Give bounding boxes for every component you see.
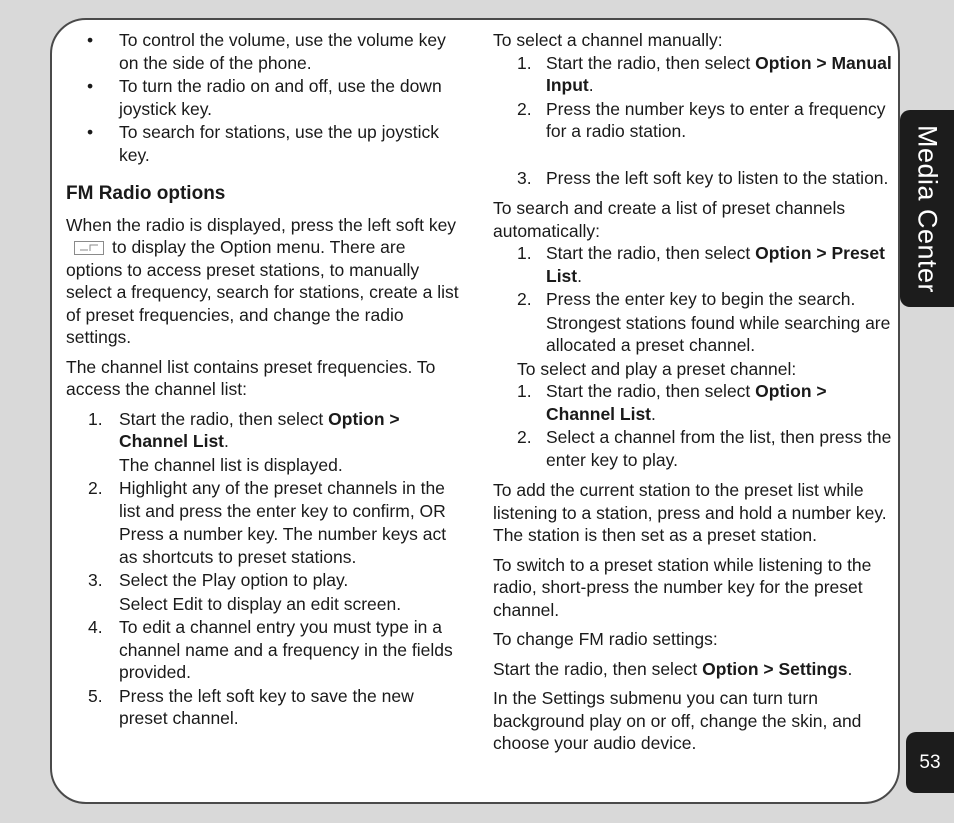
intro-paragraph: When the radio is displayed, press the left soft keyto display the Option menu. There are options to access preset stations, to manually select a frequency, search for stations, create a list of preset frequencies, and change the radio settings. (66, 214, 459, 347)
play-steps (493, 380, 893, 471)
search-steps (493, 242, 893, 357)
search-intro: To search and create a list of preset channels automatically: (493, 198, 846, 241)
list-item: 1. Start the radio, then select Option > Channel List. The channel list is displayed. (88, 408, 400, 475)
list-item: 2. Press the number keys to enter a frequency for a radio station. (517, 98, 886, 141)
list-item: 2. Highlight any of the preset channels in the list and press the enter key to confirm, OR Press a number key. The number keys act as shortcuts to preset stations. (88, 478, 447, 567)
left-soft-key-icon (74, 241, 104, 255)
list-item: • To control the volume, use the volume key on the side of the phone. (66, 29, 466, 74)
list-item: 1. Start the radio, then select Option > Manual Input. (517, 52, 892, 95)
list-item: 4. To edit a channel entry you must type in a channel name and a frequency in the fields provided. (88, 617, 453, 682)
manual-steps (493, 52, 893, 190)
play-intro: To select and play a preset channel: (517, 358, 797, 379)
channel-list-steps (66, 408, 466, 730)
list-item: 3. Select the Play option to play. Select Edit to display an edit screen. (88, 570, 402, 614)
settings-paragraph: In the Settings submenu you can turn turn background play on or off, change the skin, and choose your audio device. (493, 688, 862, 753)
section-heading: FM Radio options (66, 183, 226, 204)
section-tab (900, 110, 954, 307)
add-station-paragraph: To add the current station to the preset list while listening to a station, press and hold a number key. The station is then set as a preset station. (493, 480, 887, 545)
page-number: 53 (906, 732, 954, 793)
list-item: 5. Press the left soft key to save the new preset channel. (88, 685, 414, 728)
left-column (66, 29, 466, 731)
list-item: • To search for stations, use the up joystick key. (66, 121, 466, 166)
list-item: 3. Press the left soft key to listen to the station. (517, 167, 889, 188)
settings-intro: To change FM radio settings: (493, 629, 718, 649)
settings-line: Start the radio, then select Option > Settings. (493, 658, 853, 679)
channel-list-intro: The channel list contains preset frequencies. To access the channel list: (66, 356, 436, 399)
right-column (493, 29, 893, 762)
list-item: 2. Select a channel from the list, then press the enter key to play. (517, 427, 892, 470)
switch-station-paragraph: To switch to a preset station while listening to the radio, short-press the number key for the preset channel. (493, 554, 872, 620)
list-item: 1. Start the radio, then select Option > Channel List. (517, 381, 827, 424)
section-tab-label: Media Center (912, 124, 943, 293)
manual-intro: To select a channel manually: (493, 30, 723, 50)
list-item: • To turn the radio on and off, use the down joystick key. (66, 75, 466, 120)
list-item: 2. Press the enter key to begin the search. Strongest stations found while searching are allocated a preset channel. (517, 289, 891, 355)
list-item: 1. Start the radio, then select Option > Preset List. (517, 243, 885, 286)
radio-controls-list (66, 29, 466, 166)
